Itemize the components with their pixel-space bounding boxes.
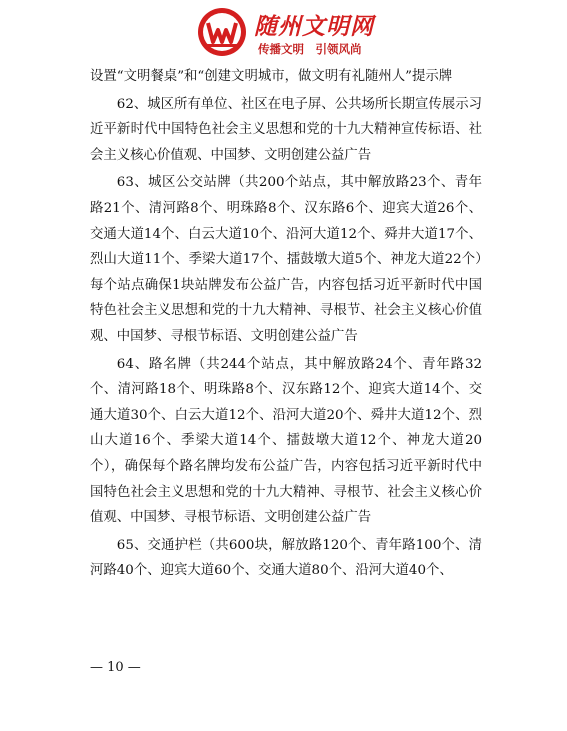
paragraph-continued: 设置“文明餐桌”和“创建文明城市，做文明有礼随州人”提示牌 [90,69,453,84]
paragraph-item-63: 63、城区公交站牌（共200个站点，其中解放路23个、青年路21个、清河路8个、明珠路8个、汉东路6个、迎宾大道26个、交通大道14个、白云大道10个、沿河大道12个、舜井大道17个、烈山大道11个、季梁大道17个、擂鼓墩大道5个、神龙大道22个）每个站点确保1块站牌发布公益广告，内容包括习近平新时代中国特色社会主义思想和党的十九大精神、寻根节、社会主义核心价值观、中国梦、寻根节标语、文明创建公益广告 [90,175,482,344]
site-logo[interactable] [196,6,376,64]
paragraph-item-64: 64、路名牌（共244个站点，其中解放路24个、青年路32个、清河路18个、明珠路8个、汉东路12个、迎宾大道14个、交通大道30个、白云大道12个、沿河大道20个、舜井大道12个、烈山大道16个、季梁大道14个、擂鼓墩大道12个、神龙大道20个），确保每个路名牌均发布公益广告，内容包括习近平新时代中国特色社会主义思想和党的十九大精神、寻根节、社会主义核心价值观、中国梦、寻根节标语、文明创建公益广告 [90,356,482,526]
document-body [90,64,482,586]
logo-emblem-icon [196,6,248,58]
paragraph-item-65: 65、交通护栏（共600块，解放路120个、青年路100个、清河路40个、迎宾大道60个、交通大道80个、沿河大道40个、 [90,537,482,579]
logo-slogan: 传播文明 引领风尚 [258,42,362,56]
paragraph-item-62: 62、城区所有单位、社区在电子屏、公共场所长期宣传展示习近平新时代中国特色社会主义思想和党的十九大精神宣传标语、社会主义核心价值观、中国梦、文明创建公益广告 [90,96,482,163]
logo-title: 随州文明网 [254,14,374,40]
page-number: — 10 — [90,660,141,675]
